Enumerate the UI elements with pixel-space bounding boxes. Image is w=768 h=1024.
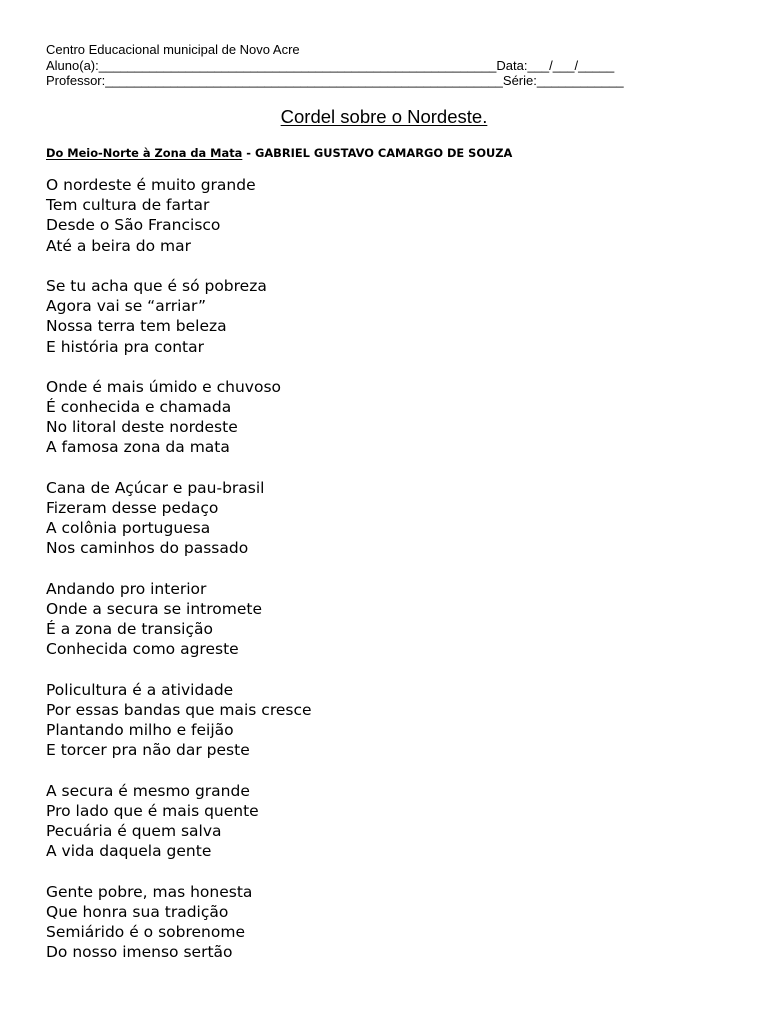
attribution-separator: - <box>242 146 256 160</box>
verse-line: Por essas bandas que mais cresce <box>46 700 312 719</box>
verse-line: Plantando milho e feijão <box>46 721 234 740</box>
verse-line: E torcer pra não dar peste <box>46 741 250 760</box>
worksheet-header <box>46 42 666 89</box>
stanza <box>46 276 312 357</box>
verse-line: Andando pro interior <box>46 579 207 598</box>
verse-line: A vida daquela gente <box>46 842 212 861</box>
verse-line: Até a beira do mar <box>46 236 191 255</box>
verse-line: A secura é mesmo grande <box>46 781 250 800</box>
verse-line: Agora vai se “arriar” <box>46 297 207 316</box>
verse-line: Do nosso imenso sertão <box>46 943 233 962</box>
student-date-line: Aluno(a):_______________________________________________________Data:___/___/_____ <box>46 57 615 73</box>
school-name: Centro Educacional municipal de Novo Acre <box>46 42 300 57</box>
verse-line: A colônia portuguesa <box>46 519 211 538</box>
verse-line: Pecuária é quem salva <box>46 822 222 840</box>
verse-line: Gente pobre, mas honesta <box>46 882 253 901</box>
verse-line: O nordeste é muito grande <box>46 176 256 194</box>
stanza <box>46 680 312 761</box>
verse-line: Cana de Açúcar e pau-brasil <box>46 478 265 497</box>
verse-line: Se tu acha que é só pobreza <box>46 276 267 295</box>
stanza <box>46 781 312 862</box>
page-title-text: Cordel sobre o Nordeste. <box>280 106 488 127</box>
verse-line: Pro lado que é mais quente <box>46 801 259 820</box>
stanza <box>46 579 312 660</box>
verse-line: Fizeram desse pedaço <box>46 499 219 517</box>
stanza <box>46 377 312 458</box>
stanza <box>46 478 312 559</box>
teacher-grade-line: Professor:_______________________________________________________Série:____________ <box>46 73 624 88</box>
verse-line: Desde o São Francisco <box>46 216 221 235</box>
verse-line: Conhecida como agreste <box>46 640 239 659</box>
poem-attribution <box>46 145 512 161</box>
poem-work-title: Do Meio-Norte à Zona da Mata <box>46 146 243 160</box>
verse-line: Onde a secura se intromete <box>46 599 263 618</box>
verse-line: Policultura é a atividade <box>46 680 234 699</box>
poem-author: GABRIEL GUSTAVO CAMARGO DE SOUZA <box>255 146 513 160</box>
verse-line: Nos caminhos do passado <box>46 539 249 558</box>
verse-line: É a zona de transição <box>46 620 213 639</box>
verse-line: No litoral deste nordeste <box>46 418 238 437</box>
verse-line: Nossa terra tem beleza <box>46 317 227 336</box>
verse-line: Semiárido é o sobrenome <box>46 922 245 941</box>
verse-line: A famosa zona da mata <box>46 438 230 457</box>
stanza <box>46 175 312 256</box>
verse-line: Tem cultura de fartar <box>46 196 210 215</box>
page-title <box>0 105 768 129</box>
verse-line: E história pra contar <box>46 337 205 356</box>
verse-line: Que honra sua tradição <box>46 902 229 921</box>
verse-line: Onde é mais úmido e chuvoso <box>46 377 282 396</box>
stanza <box>46 882 312 963</box>
verse-line: É conhecida e chamada <box>46 398 232 417</box>
poem-body <box>46 175 312 962</box>
